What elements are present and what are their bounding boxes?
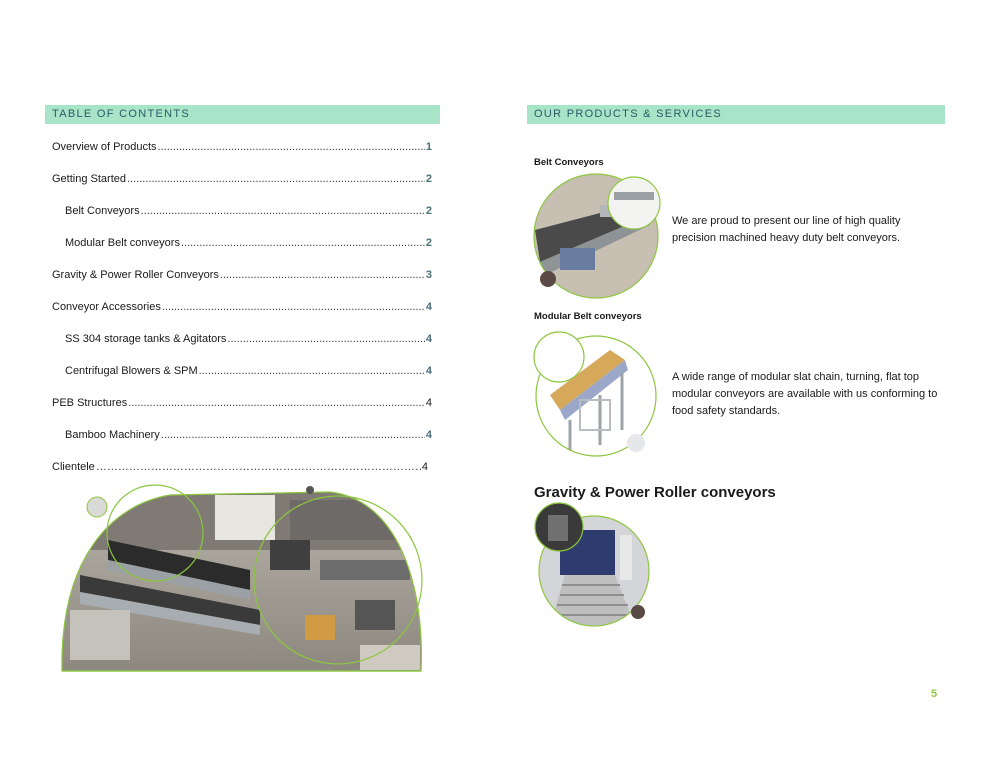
toc-entry-page: 2 (425, 237, 432, 249)
belt-conveyors-description: We are proud to present our line of high quality precision machined heavy duty belt conveyors. (672, 215, 901, 244)
belt-conveyor-photo (530, 170, 660, 305)
toc-entry-label: Conveyor Accessories (52, 301, 161, 313)
toc-entry-page: 3 (425, 269, 432, 281)
toc-entry-page: 4 (421, 461, 428, 473)
roller-conveyor-photo (535, 503, 649, 626)
toc-entry-label: Overview of Products (52, 141, 157, 153)
toc-entry-label: Modular Belt conveyors (65, 237, 180, 249)
toc-entry-page: 2 (425, 173, 432, 185)
toc-entry-label: Getting Started (52, 173, 126, 185)
toc-entry-page: 4 (425, 301, 432, 313)
toc-entry-label: SS 304 storage tanks & Agitators (65, 333, 227, 345)
toc-entry-page: 1 (425, 141, 432, 153)
workshop-photo (55, 490, 425, 675)
toc-entry-label: Gravity & Power Roller Conveyors (52, 269, 219, 281)
gravity-roller-title: Gravity & Power Roller conveyors (534, 484, 776, 501)
toc-entry-label: PEB Structures (52, 397, 128, 409)
products-heading: OUR PRODUCTS & SERVICES (527, 105, 945, 124)
toc-entry-label: Bamboo Machinery (65, 429, 160, 441)
toc-entry-label: Belt Conveyors (65, 205, 140, 217)
toc-entry-page: 4 (425, 365, 432, 377)
modular-conveyor-photo (534, 332, 656, 456)
toc-entry-page: 4 (425, 429, 432, 441)
modular-belt-description: A wide range of modular slat chain, turning, flat top modular conveyors are available with us conforming to food safety standards. (672, 371, 938, 417)
accent-dot (87, 497, 107, 517)
belt-conveyors-title: Belt Conveyors (534, 157, 604, 168)
toc-entry-label: Clientele (52, 461, 95, 473)
toc-entry-page: 2 (425, 205, 432, 217)
modular-belt-title: Modular Belt conveyors (534, 311, 642, 322)
page-number: 5 (931, 688, 938, 700)
toc-entry-page: 4 (425, 397, 432, 409)
toc-entry-label: Centrifugal Blowers & SPM (65, 365, 198, 377)
accent-dot (306, 486, 314, 494)
toc-heading: TABLE OF CONTENTS (45, 105, 440, 124)
toc-entry-page: 4 (425, 333, 432, 345)
